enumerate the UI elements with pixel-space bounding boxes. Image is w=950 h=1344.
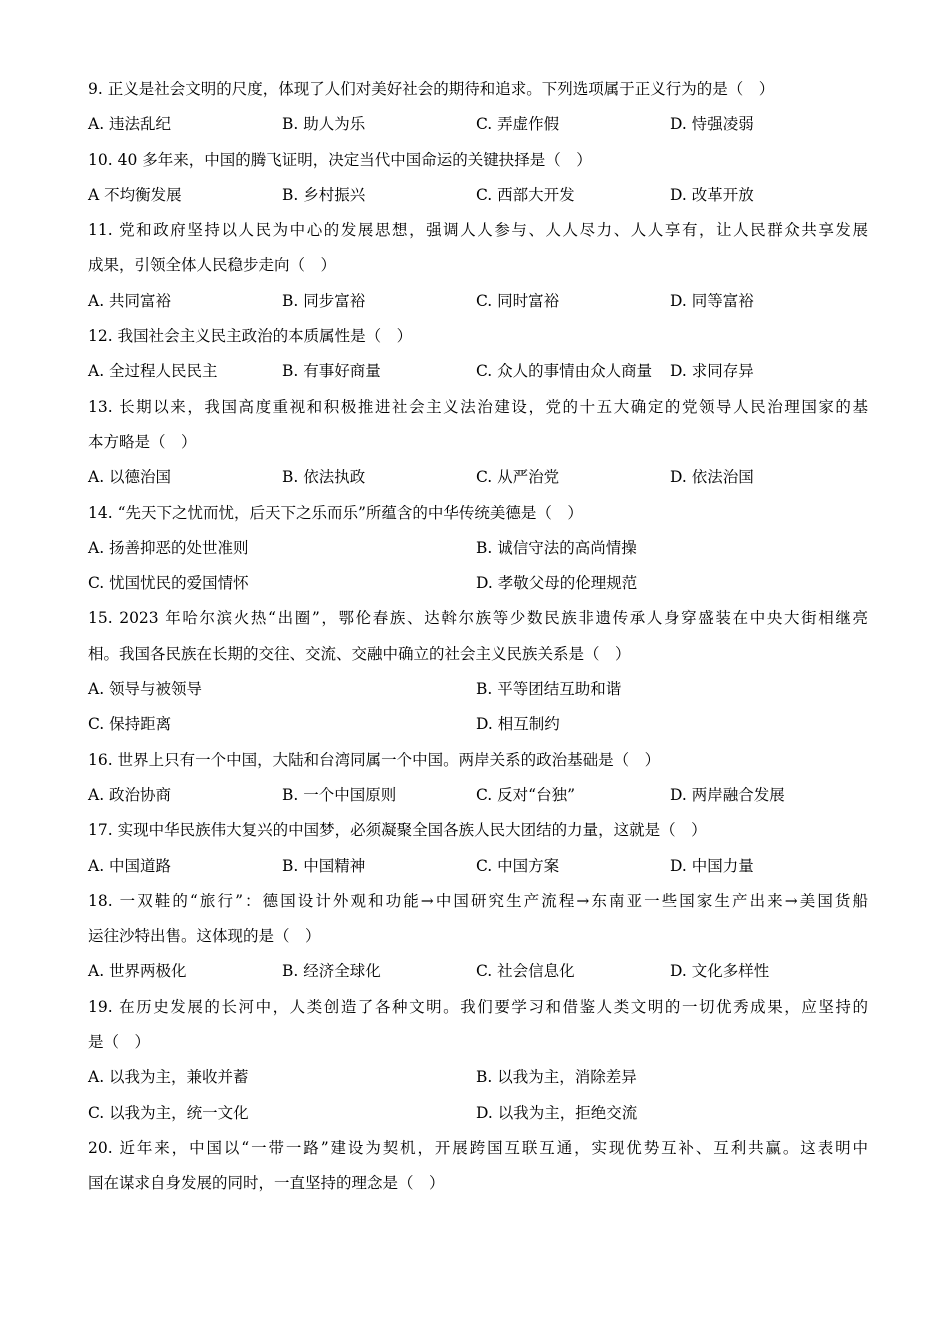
option-a: A. 违法乱纪: [88, 115, 172, 134]
options-row: [88, 107, 868, 142]
option-d: D. 恃强凌弱: [670, 115, 754, 134]
question-stem-line: 运往沙特出售。这体现的是（ ）: [88, 927, 321, 946]
question-stem-line: 20. 近年来，中国以“一带一路”建设为契机，开展跨国互联互通，实现优势互补、互利共赢。这表明中: [88, 1138, 868, 1157]
option-c: C. 保持距离: [88, 715, 172, 734]
option-c: C. 弄虚作假: [476, 115, 560, 134]
options-row: [88, 178, 868, 213]
option-c: C. 以我为主，统一文化: [88, 1103, 249, 1122]
option-b: B. 乡村振兴: [282, 185, 366, 204]
option-a: A. 政治协商: [88, 785, 172, 804]
option-d: D. 求同存异: [670, 362, 754, 381]
question-q15: [88, 601, 868, 742]
question-stem-line: 11. 党和政府坚持以人民为中心的发展思想，强调人人参与、人人尽力、人人享有，让人民群众共享发展: [88, 221, 868, 240]
option-c: C. 从严治党: [476, 468, 560, 487]
option-a: A 不均衡发展: [88, 185, 182, 204]
question-q16: [88, 743, 868, 814]
option-c: C. 众人的事情由众人商量: [476, 362, 653, 381]
option-b: B. 有事好商量: [282, 362, 381, 381]
options-row: [88, 354, 868, 389]
options-row: [88, 707, 868, 742]
option-a: A. 世界两极化: [88, 962, 187, 981]
question-stem-line: 成果，引领全体人民稳步走向（ ）: [88, 256, 337, 275]
options-row: [88, 954, 868, 989]
option-c: C. 同时富裕: [476, 291, 560, 310]
question-page: [88, 72, 868, 1202]
options-row: [88, 849, 868, 884]
question-stem-line: 15. 2023 年哈尔滨火热“出圈”，鄂伦春族、达斡尔族等少数民族非遗传承人身穿盛装在中央大街相继亮: [88, 609, 868, 628]
question-q19: [88, 990, 868, 1131]
options-row: [88, 778, 868, 813]
option-b: B. 助人为乐: [282, 115, 366, 134]
option-c: C. 中国方案: [476, 856, 560, 875]
option-d: D. 改革开放: [670, 185, 754, 204]
option-b: B. 经济全球化: [282, 962, 381, 981]
question-q10: [88, 143, 868, 214]
option-a: A. 中国道路: [88, 856, 172, 875]
option-d: D. 中国力量: [670, 856, 754, 875]
option-c: C. 忧国忧民的爱国情怀: [88, 574, 249, 593]
option-c: C. 反对“台独”: [476, 785, 576, 804]
question-q9: [88, 72, 868, 143]
option-b: B. 同步富裕: [282, 291, 366, 310]
question-q12: [88, 319, 868, 390]
option-d: D. 两岸融合发展: [670, 785, 785, 804]
question-q18: [88, 884, 868, 990]
question-stem-line: 19. 在历史发展的长河中，人类创造了各种文明。我们要学习和借鉴人类文明的一切优秀成果，应坚持的: [88, 997, 868, 1016]
option-d: D. 相互制约: [476, 715, 560, 734]
option-d: D. 孝敬父母的伦理规范: [476, 574, 638, 593]
question-q11: [88, 213, 868, 319]
option-a: A. 全过程人民民主: [88, 362, 218, 381]
option-b: B. 一个中国原则: [282, 785, 397, 804]
options-row: [88, 1060, 868, 1095]
option-a: A. 以德治国: [88, 468, 172, 487]
options-row: [88, 672, 868, 707]
question-q17: [88, 813, 868, 884]
option-d: D. 同等富裕: [670, 291, 754, 310]
question-stem-line: 12. 我国社会主义民主政治的本质属性是（ ）: [88, 327, 413, 346]
question-stem-line: 17. 实现中华民族伟大复兴的中国梦，必须凝聚全国各族人民大团结的力量，这就是（ ）: [88, 821, 707, 840]
question-stem-line: 10. 40 多年来，中国的腾飞证明，决定当代中国命运的关键抉择是（ ）: [88, 150, 592, 169]
options-row: [88, 531, 868, 566]
question-stem-line: 16. 世界上只有一个中国，大陆和台湾同属一个中国。两岸关系的政治基础是（ ）: [88, 750, 661, 769]
option-b: B. 中国精神: [282, 856, 366, 875]
question-q20: [88, 1131, 868, 1202]
question-stem-line: 是（ ）: [88, 1033, 151, 1052]
option-c: C. 社会信息化: [476, 962, 575, 981]
question-stem-line: 13. 长期以来，我国高度重视和积极推进社会主义法治建设，党的十五大确定的党领导人民治理国家的基: [88, 397, 868, 416]
option-a: A. 以我为主，兼收并蓄: [88, 1068, 249, 1087]
options-row: [88, 460, 868, 495]
question-stem-line: 9. 正义是社会文明的尺度，体现了人们对美好社会的期待和追求。下列选项属于正义行为的是（ ）: [88, 80, 775, 98]
question-stem-line: 14. “先天下之忧而忧，后天下之乐而乐”所蕴含的中华传统美德是（ ）: [88, 503, 583, 522]
option-b: B. 诚信守法的高尚情操: [476, 538, 637, 557]
option-b: B. 以我为主，消除差异: [476, 1068, 637, 1087]
option-b: B. 依法执政: [282, 468, 366, 487]
question-stem-line: 本方略是（ ）: [88, 432, 197, 451]
option-d: D. 以我为主，拒绝交流: [476, 1103, 638, 1122]
option-d: D. 依法治国: [670, 468, 754, 487]
option-a: A. 领导与被领导: [88, 680, 203, 699]
option-a: A. 扬善抑恶的处世准则: [88, 538, 249, 557]
question-stem-line: 国在谋求自身发展的同时，一直坚持的理念是（ ）: [88, 1174, 445, 1193]
options-row: [88, 566, 868, 601]
question-stem-line: 相。我国各民族在长期的交往、交流、交融中确立的社会主义民族关系是（ ）: [88, 644, 631, 663]
question-q13: [88, 390, 868, 496]
option-a: A. 共同富裕: [88, 291, 172, 310]
option-c: C. 西部大开发: [476, 185, 575, 204]
question-stem-line: 18. 一双鞋的“旅行”：德国设计外观和功能→中国研究生产流程→东南亚一些国家生产出来→美国货船: [88, 891, 868, 910]
option-d: D. 文化多样性: [670, 962, 770, 981]
question-q14: [88, 496, 868, 602]
options-row: [88, 284, 868, 319]
option-b: B. 平等团结互助和谐: [476, 680, 622, 699]
options-row: [88, 1096, 868, 1131]
